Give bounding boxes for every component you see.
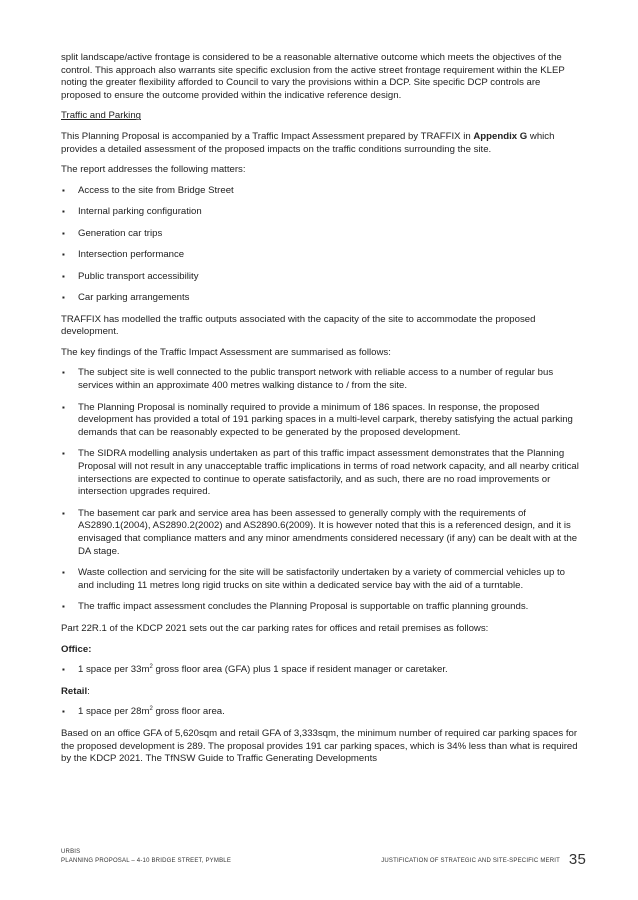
traffic-paragraph-6: Based on an office GFA of 5,620sqm and retail GFA of 3,333sqm, the minimum number of required car parking spaces for the proposed development is 289. The proposal provides 191 car parking spaces, which is 34% less than what is required by the KDCP 2021. The TfNSW Guide to Traffic Generating Developments bbox=[61, 727, 578, 765]
matters-list bbox=[61, 185, 581, 305]
traffic-paragraph-2: The report addresses the following matters: bbox=[61, 164, 246, 176]
traffic-paragraph-3: TRAFFIX has modelled the traffic outputs associated with the capacity of the site to accommodate the proposed development. bbox=[61, 313, 536, 338]
office-label: Office: bbox=[61, 643, 92, 655]
list-item: ▪ Intersection performance bbox=[61, 249, 581, 262]
retail-label-colon: : bbox=[87, 685, 90, 697]
list-item: ▪ Public transport accessibility bbox=[61, 271, 581, 284]
retail-rate-text-b: gross floor area. bbox=[152, 706, 225, 718]
document-body bbox=[61, 52, 581, 774]
footer-section-title: JUSTIFICATION OF STRATEGIC AND SITE-SPECIFIC MERIT bbox=[381, 858, 560, 864]
traffic-paragraph-4: The key findings of the Traffic Impact Assessment are summarised as follows: bbox=[61, 346, 391, 358]
list-item: ▪ Car parking arrangements bbox=[61, 292, 581, 305]
list-item bbox=[61, 706, 581, 719]
list-item: ▪ The basement car park and service area has been assessed to generally comply with the requirements of AS2890.1(2004), AS2890.2(2002) and AS2890.6(2009). It is however noted that this is a referenced design, and it is envisaged that compliance matters and any minor amendments considered necessary (if any) can be dealt with at the DA stage. bbox=[61, 508, 581, 558]
list-item: ▪ Waste collection and servicing for the site will be satisfactorily undertaken by a variety of commercial vehicles up to and including 11 metres long rigid trucks on site within a dedicated service bay with the aid of a turntable. bbox=[61, 567, 581, 592]
section-heading-traffic-parking: Traffic and Parking bbox=[61, 110, 141, 122]
list-item bbox=[61, 664, 581, 677]
list-item: ▪ The traffic impact assessment concludes the Planning Proposal is supportable on traffic planning grounds. bbox=[61, 601, 581, 614]
list-item: ▪ The subject site is well connected to the public transport network with reliable access to a number of regular bus services within an approximate 400 metres walking distance to / from the site. bbox=[61, 367, 581, 392]
retail-rate-superscript: 2 bbox=[149, 706, 153, 713]
appendix-reference: Appendix G bbox=[473, 130, 528, 142]
retail-rate-text-a: 1 space per 28m bbox=[78, 706, 150, 718]
office-rate-text-b: gross floor area (GFA) plus 1 space if resident manager or caretaker. bbox=[152, 664, 448, 676]
list-item: ▪ Internal parking configuration bbox=[61, 206, 581, 219]
page-number: 35 bbox=[568, 851, 586, 868]
retail-label-line bbox=[61, 686, 581, 699]
office-rate-superscript: 2 bbox=[149, 663, 153, 670]
list-item: ▪ The Planning Proposal is nominally required to provide a minimum of 186 spaces. In response, the proposed development has provided a total of 191 parking spaces in a multi-level carpark, thereby satisfying the actual parking demands that can be reasonably expected to be generated by the proposed development. bbox=[61, 402, 581, 440]
traffic-p1-text-b: which provides a detailed assessment of the proposed impacts on the traffic conditions surrounding the site. bbox=[61, 130, 555, 155]
findings-list bbox=[61, 367, 581, 614]
list-item: ▪ The SIDRA modelling analysis undertaken as part of this traffic impact assessment demonstrates that the Planning Proposal will not result in any unacceptable traffic implications in terms of road network capacity, and all nearby critical intersections are expected to continue to operate satisfactorily, and as such, there are no road improvements or intersection upgrades required. bbox=[61, 448, 581, 498]
traffic-paragraph-5: Part 22R.1 of the KDCP 2021 sets out the car parking rates for offices and retail premises as follows: bbox=[61, 622, 489, 634]
footer-org: URBIS bbox=[61, 849, 81, 855]
list-item: ▪ Generation car trips bbox=[61, 228, 581, 241]
intro-paragraph: split landscape/active frontage is considered to be a reasonable alternative outcome which meets the objectives of the control. This approach also warrants site specific exclusion from the active street frontage requirement within the KLEP noting the greater flexibility afforded to Council to vary the provisions within a DCP. Site specific DCP controls are proposed to ensure the outcome provided within the indicative reference design. bbox=[61, 52, 565, 101]
traffic-p1-text-a: This Planning Proposal is accompanied by a Traffic Impact Assessment prepared by TRAFFIX in bbox=[61, 130, 474, 142]
footer-document-title: PLANNING PROPOSAL – 4-10 BRIDGE STREET, PYMBLE bbox=[61, 858, 232, 864]
office-rate-text-a: 1 space per 33m bbox=[78, 664, 150, 676]
traffic-paragraph-1 bbox=[61, 131, 581, 156]
office-rate-list bbox=[61, 664, 581, 677]
retail-rate-list bbox=[61, 706, 581, 719]
list-item: ▪ Access to the site from Bridge Street bbox=[61, 185, 581, 198]
footer-left bbox=[61, 848, 231, 866]
retail-label: Retail bbox=[61, 685, 88, 697]
